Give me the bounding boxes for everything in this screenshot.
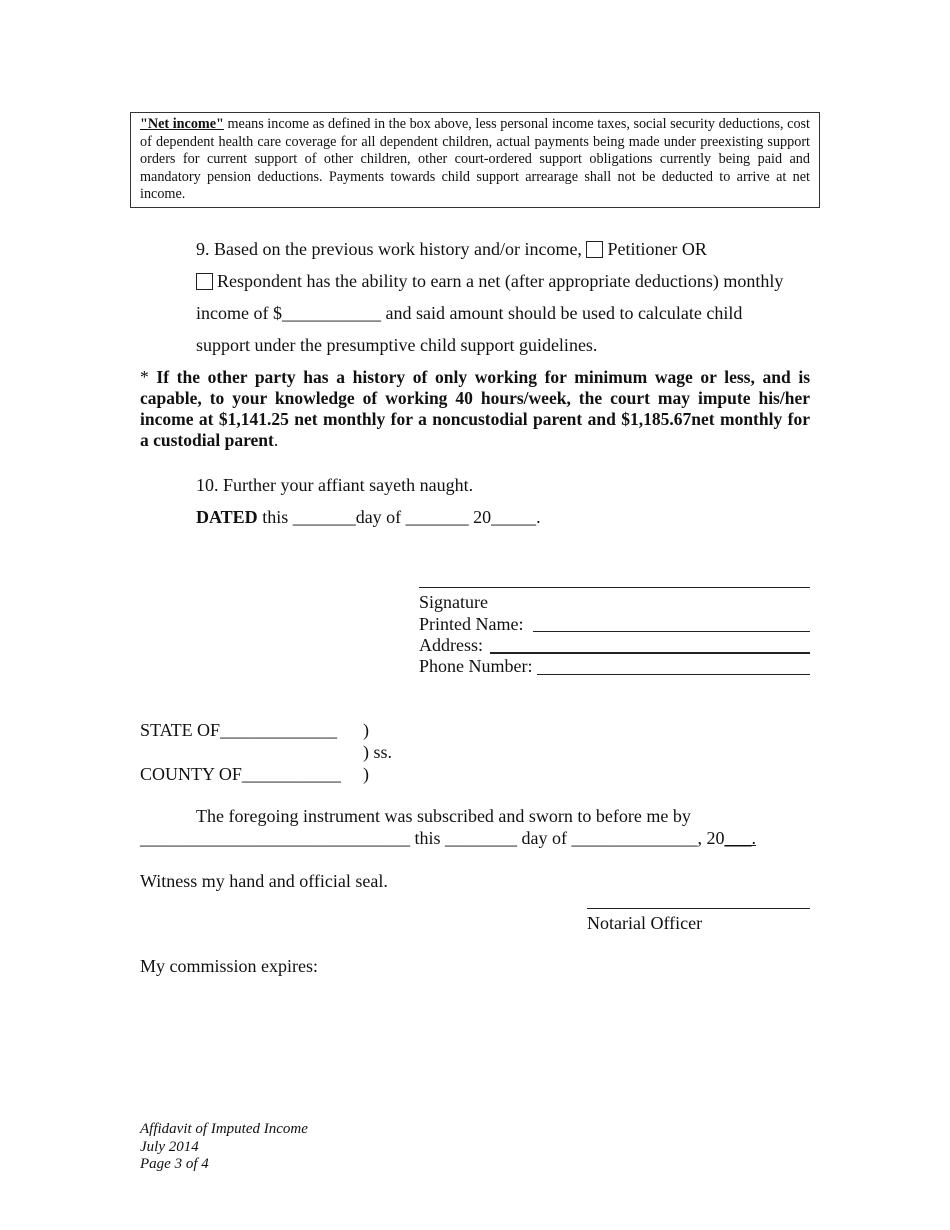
signature-label: Signature — [419, 592, 488, 612]
address-field[interactable] — [490, 652, 810, 654]
state-of-line: STATE OF_____________ — [140, 720, 338, 740]
petitioner-checkbox[interactable] — [586, 241, 603, 258]
jurat-year-blank: ___. — [724, 828, 756, 848]
item9-line2: Respondent has the ability to earn a net (after appropriate deductions) monthly — [196, 270, 783, 292]
item9-line3: income of $___________ and said amount should be used to calculate child — [196, 303, 743, 323]
minimum-wage-note-bold: If the other party has a history of only working for minimum wage or less, and is capable, to your knowledge of working 40 hours/week, the court may impute his/her income at $1,141.25 net monthly for a noncustodial parent and $1,185.67net monthly for a custodial parent — [140, 367, 811, 450]
net-income-definition: means income as defined in the box above, less personal income taxes, social security deductions, cost of dependent health care coverage for all dependent children, actual payments being made under preexisting support orders for current support of other children, other court-ordered support obligations currently being paid and mandatory pension deductions. Payments towards child support arrearage shall not be deducted to arrive at net income. — [140, 116, 811, 202]
footer-page: Page 3 of 4 — [140, 1156, 209, 1172]
net-income-term: "Net income" — [140, 116, 224, 132]
venue-paren-top: ) — [363, 720, 369, 740]
notarial-officer-label: Notarial Officer — [587, 913, 703, 933]
commission-expires: My commission expires: — [140, 956, 318, 976]
notary-signature-line[interactable] — [587, 908, 810, 909]
jurat-line2: ______________________________ this ________ day of ______________, 20___. — [140, 828, 756, 848]
printed-name-field[interactable] — [533, 631, 810, 632]
phone-field[interactable] — [537, 674, 810, 675]
item9-line1: 9. Based on the previous work history and/or income, Petitioner OR — [196, 239, 707, 259]
phone-row: Phone Number: — [419, 656, 533, 676]
witness-line: Witness my hand and official seal. — [140, 871, 388, 891]
dated-line: DATED this _______day of _______ 20_____. — [196, 507, 541, 527]
venue-paren-bottom: ) — [363, 764, 369, 784]
item9-line4: support under the presumptive child support guidelines. — [196, 335, 598, 355]
address-row: Address: — [419, 635, 483, 655]
petitioner-label: Petitioner OR — [607, 239, 707, 259]
respondent-checkbox[interactable] — [196, 273, 213, 290]
dated-label: DATED — [196, 507, 258, 527]
jurat-line1: The foregoing instrument was subscribed and sworn to before me by — [196, 806, 691, 826]
net-income-definition-box — [130, 112, 820, 208]
county-of-line: COUNTY OF___________ — [140, 764, 341, 784]
footer-title: Affidavit of Imputed Income — [140, 1121, 308, 1137]
item10: 10. Further your affiant sayeth naught. — [196, 475, 474, 495]
printed-name-row: Printed Name: — [419, 614, 524, 634]
document-footer — [140, 1121, 308, 1174]
footer-date: July 2014 — [140, 1138, 199, 1155]
minimum-wage-note: * If the other party has a history of only working for minimum wage or less, and is capable, to your knowledge of working 40 hours/week, the court may impute his/her income at $1,141.25 net monthly for a noncustodial parent and $1,185.67net monthly for a custodial parent. — [140, 367, 811, 450]
venue-ss: ) ss. — [363, 742, 393, 762]
signature-line[interactable] — [419, 587, 810, 588]
